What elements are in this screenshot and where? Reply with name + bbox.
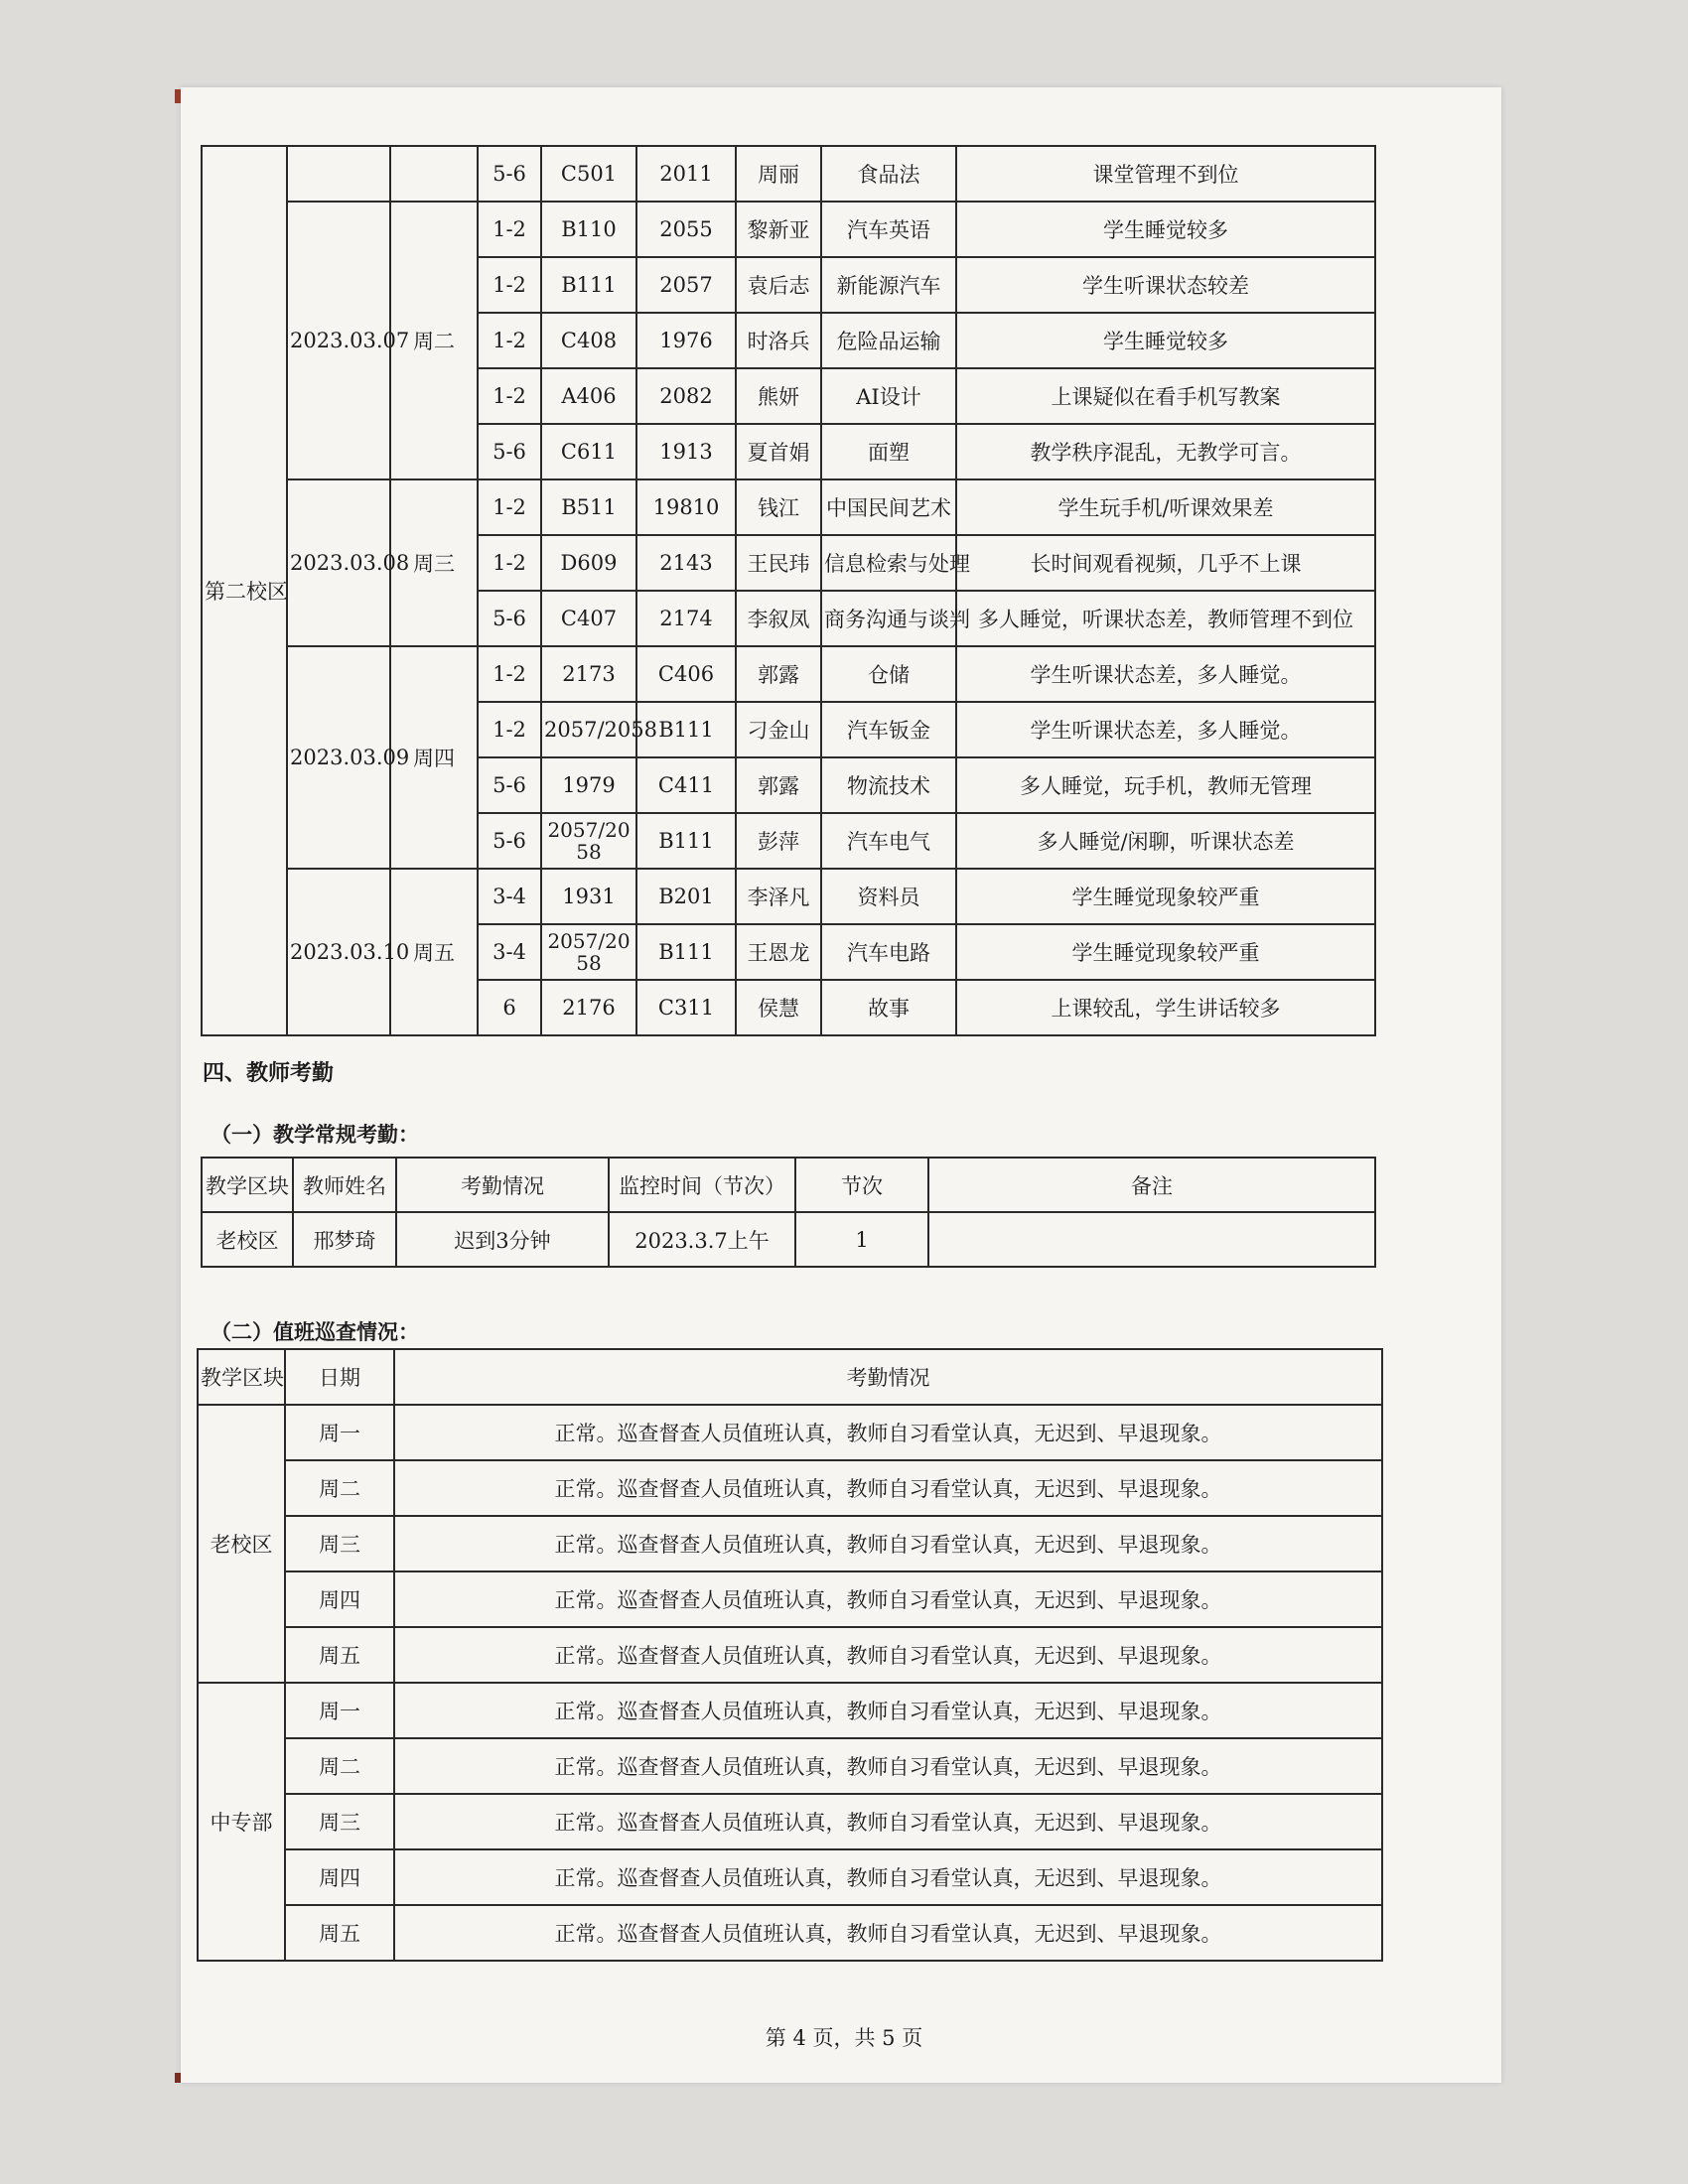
cell-remark	[928, 1212, 1375, 1267]
header-cell: 教师姓名	[293, 1158, 396, 1212]
cell-room: 2057/2058	[541, 813, 636, 869]
cell-room: B511	[541, 479, 636, 535]
cell-issue: 上课较乱，学生讲话较多	[956, 980, 1375, 1035]
cell-teacher: 袁后志	[736, 257, 821, 313]
cell-room: 2176	[541, 980, 636, 1035]
cell-period: 5-6	[478, 757, 541, 813]
cell-room: 1931	[541, 869, 636, 924]
cell-issue: 教学秩序混乱，无教学可言。	[956, 424, 1375, 479]
cell-monitor-time: 2023.3.7上午	[609, 1212, 795, 1267]
cell-course: 仓储	[821, 646, 956, 702]
cell-class: B111	[636, 813, 736, 869]
cell-period: 5-6	[478, 813, 541, 869]
cell-room: 2057/2058	[541, 702, 636, 757]
cell-issue: 多人睡觉，玩手机，教师无管理	[956, 757, 1375, 813]
header-cell: 备注	[928, 1158, 1375, 1212]
table-row	[202, 869, 1375, 924]
inspection-table	[201, 145, 1376, 1036]
cell-status: 正常。巡查督查人员值班认真，教师自习看堂认真，无迟到、早退现象。	[394, 1794, 1382, 1849]
cell-issue: 学生睡觉现象较严重	[956, 869, 1375, 924]
cell-period: 1-2	[478, 313, 541, 368]
table-row	[198, 1683, 1382, 1738]
cell-campus: 第二校区	[202, 146, 287, 1035]
cell-period: 1-2	[478, 535, 541, 591]
cell-course: 汽车钣金	[821, 702, 956, 757]
cell-teacher: 彭萍	[736, 813, 821, 869]
cell-course: 信息检索与处理	[821, 535, 956, 591]
cell-room: B111	[541, 257, 636, 313]
table-row	[198, 1571, 1382, 1627]
cell-day: 周三	[285, 1516, 394, 1571]
cell-course: 食品法	[821, 146, 956, 202]
header-cell: 日期	[285, 1349, 394, 1405]
cell-room: C407	[541, 591, 636, 646]
cell-weekday: 周四	[390, 646, 478, 869]
cell-issue: 学生玩手机/听课效果差	[956, 479, 1375, 535]
cell-issue: 学生听课状态较差	[956, 257, 1375, 313]
cell-class: C406	[636, 646, 736, 702]
cell-teacher: 王恩龙	[736, 924, 821, 980]
cell-date: 2023.03.09	[287, 646, 390, 869]
cell-course: 汽车电气	[821, 813, 956, 869]
cell-course: 新能源汽车	[821, 257, 956, 313]
cell-issue: 长时间观看视频，几乎不上课	[956, 535, 1375, 591]
section-heading: 四、教师考勤	[203, 1061, 335, 1086]
cell-day: 周一	[285, 1405, 394, 1460]
header-cell: 考勤情况	[394, 1349, 1382, 1405]
scan-edge-mark	[175, 2073, 181, 2083]
cell-status: 正常。巡查督查人员值班认真，教师自习看堂认真，无迟到、早退现象。	[394, 1905, 1382, 1961]
cell-status: 正常。巡查督查人员值班认真，教师自习看堂认真，无迟到、早退现象。	[394, 1405, 1382, 1460]
cell-issue: 课堂管理不到位	[956, 146, 1375, 202]
cell-course: 商务沟通与谈判	[821, 591, 956, 646]
cell-room: B110	[541, 202, 636, 257]
cell-class: 2055	[636, 202, 736, 257]
table-row	[198, 1405, 1382, 1460]
cell-teacher: 周丽	[736, 146, 821, 202]
cell-block: 老校区	[198, 1405, 285, 1683]
cell-day: 周二	[285, 1460, 394, 1516]
table-header-row	[202, 1158, 1375, 1212]
cell-day: 周五	[285, 1627, 394, 1683]
cell-course: 故事	[821, 980, 956, 1035]
cell-course: 资料员	[821, 869, 956, 924]
cell-weekday: 周二	[390, 202, 478, 479]
page-footer: 第 4 页，共 5 页	[765, 2026, 923, 2050]
cell-day: 周五	[285, 1905, 394, 1961]
cell-date: 2023.03.10	[287, 869, 390, 1035]
cell-issue: 多人睡觉/闲聊，听课状态差	[956, 813, 1375, 869]
cell-class: 2174	[636, 591, 736, 646]
duty-inspection-heading: （二）值班巡查情况：	[211, 1320, 419, 1344]
header-cell: 教学区块	[202, 1158, 293, 1212]
cell-class: 2143	[636, 535, 736, 591]
cell-period: 5-6	[478, 591, 541, 646]
cell-class: B111	[636, 702, 736, 757]
cell-period: 1-2	[478, 479, 541, 535]
cell-class: 1913	[636, 424, 736, 479]
cell-teacher: 黎新亚	[736, 202, 821, 257]
cell-date	[287, 146, 390, 202]
cell-day: 周一	[285, 1683, 394, 1738]
cell-status: 正常。巡查督查人员值班认真，教师自习看堂认真，无迟到、早退现象。	[394, 1516, 1382, 1571]
cell-teacher: 刁金山	[736, 702, 821, 757]
cell-date: 2023.03.07	[287, 202, 390, 479]
duty-inspection-table	[197, 1348, 1383, 1962]
cell-teacher: 侯慧	[736, 980, 821, 1035]
cell-date: 2023.03.08	[287, 479, 390, 646]
cell-class: B201	[636, 869, 736, 924]
cell-room: C408	[541, 313, 636, 368]
cell-room: 2057/2058	[541, 924, 636, 980]
cell-status: 正常。巡查督查人员值班认真，教师自习看堂认真，无迟到、早退现象。	[394, 1627, 1382, 1683]
cell-attendance: 迟到3分钟	[396, 1212, 609, 1267]
cell-class: B111	[636, 924, 736, 980]
cell-issue: 学生睡觉现象较严重	[956, 924, 1375, 980]
cell-course: 汽车电路	[821, 924, 956, 980]
cell-period: 1-2	[478, 368, 541, 424]
cell-period: 3-4	[478, 869, 541, 924]
table-row	[202, 646, 1375, 702]
cell-teacher: 夏首娟	[736, 424, 821, 479]
cell-block: 中专部	[198, 1683, 285, 1961]
routine-attendance-table	[201, 1157, 1376, 1268]
cell-course: 汽车英语	[821, 202, 956, 257]
cell-day: 周三	[285, 1794, 394, 1849]
table-row	[198, 1460, 1382, 1516]
routine-attendance-heading: （一）教学常规考勤：	[211, 1123, 419, 1147]
cell-teacher: 李叙凤	[736, 591, 821, 646]
table-row	[202, 1212, 1375, 1267]
cell-teacher: 郭露	[736, 757, 821, 813]
table-row	[202, 146, 1375, 202]
cell-issue: 学生听课状态差，多人睡觉。	[956, 646, 1375, 702]
cell-day: 周四	[285, 1571, 394, 1627]
cell-period: 1-2	[478, 202, 541, 257]
cell-period: 5-6	[478, 146, 541, 202]
cell-period: 1-2	[478, 702, 541, 757]
cell-status: 正常。巡查督查人员值班认真，教师自习看堂认真，无迟到、早退现象。	[394, 1738, 1382, 1794]
cell-teacher: 郭露	[736, 646, 821, 702]
cell-day: 周四	[285, 1849, 394, 1905]
cell-status: 正常。巡查督查人员值班认真，教师自习看堂认真，无迟到、早退现象。	[394, 1460, 1382, 1516]
cell-class: 2082	[636, 368, 736, 424]
cell-course: AI设计	[821, 368, 956, 424]
header-cell: 监控时间（节次）	[609, 1158, 795, 1212]
header-cell: 教学区块	[198, 1349, 285, 1405]
cell-course: 危险品运输	[821, 313, 956, 368]
cell-room: C501	[541, 146, 636, 202]
cell-class: 19810	[636, 479, 736, 535]
cell-period: 1	[795, 1212, 928, 1267]
cell-class: 1976	[636, 313, 736, 368]
cell-class: C311	[636, 980, 736, 1035]
cell-issue: 学生听课状态差，多人睡觉。	[956, 702, 1375, 757]
cell-block: 老校区	[202, 1212, 293, 1267]
cell-status: 正常。巡查督查人员值班认真，教师自习看堂认真，无迟到、早退现象。	[394, 1571, 1382, 1627]
cell-teacher: 时洛兵	[736, 313, 821, 368]
cell-room: 1979	[541, 757, 636, 813]
cell-status: 正常。巡查督查人员值班认真，教师自习看堂认真，无迟到、早退现象。	[394, 1849, 1382, 1905]
cell-class: C411	[636, 757, 736, 813]
cell-weekday: 周五	[390, 869, 478, 1035]
table-row	[198, 1849, 1382, 1905]
cell-teacher: 邢梦琦	[293, 1212, 396, 1267]
cell-class: 2057	[636, 257, 736, 313]
cell-status: 正常。巡查督查人员值班认真，教师自习看堂认真，无迟到、早退现象。	[394, 1683, 1382, 1738]
cell-class: 2011	[636, 146, 736, 202]
cell-issue: 学生睡觉较多	[956, 202, 1375, 257]
cell-room: A406	[541, 368, 636, 424]
table-row	[202, 479, 1375, 535]
header-cell: 考勤情况	[396, 1158, 609, 1212]
table-row	[198, 1905, 1382, 1961]
cell-period: 1-2	[478, 257, 541, 313]
cell-room: D609	[541, 535, 636, 591]
cell-period: 1-2	[478, 646, 541, 702]
cell-room: 2173	[541, 646, 636, 702]
scan-edge-mark	[175, 89, 181, 103]
cell-course: 中国民间艺术	[821, 479, 956, 535]
cell-period: 5-6	[478, 424, 541, 479]
cell-teacher: 李泽凡	[736, 869, 821, 924]
table-header-row	[198, 1349, 1382, 1405]
table-row	[198, 1627, 1382, 1683]
cell-course: 物流技术	[821, 757, 956, 813]
cell-issue: 上课疑似在看手机写教案	[956, 368, 1375, 424]
cell-teacher: 熊妍	[736, 368, 821, 424]
cell-weekday	[390, 146, 478, 202]
cell-teacher: 王民玮	[736, 535, 821, 591]
cell-teacher: 钱江	[736, 479, 821, 535]
cell-period: 3-4	[478, 924, 541, 980]
table-row	[198, 1794, 1382, 1849]
table-row	[198, 1516, 1382, 1571]
cell-course: 面塑	[821, 424, 956, 479]
cell-period: 6	[478, 980, 541, 1035]
cell-weekday: 周三	[390, 479, 478, 646]
table-row	[198, 1738, 1382, 1794]
cell-day: 周二	[285, 1738, 394, 1794]
table-row	[202, 202, 1375, 257]
cell-issue: 学生睡觉较多	[956, 313, 1375, 368]
cell-room: C611	[541, 424, 636, 479]
header-cell: 节次	[795, 1158, 928, 1212]
cell-issue: 多人睡觉，听课状态差，教师管理不到位	[956, 591, 1375, 646]
